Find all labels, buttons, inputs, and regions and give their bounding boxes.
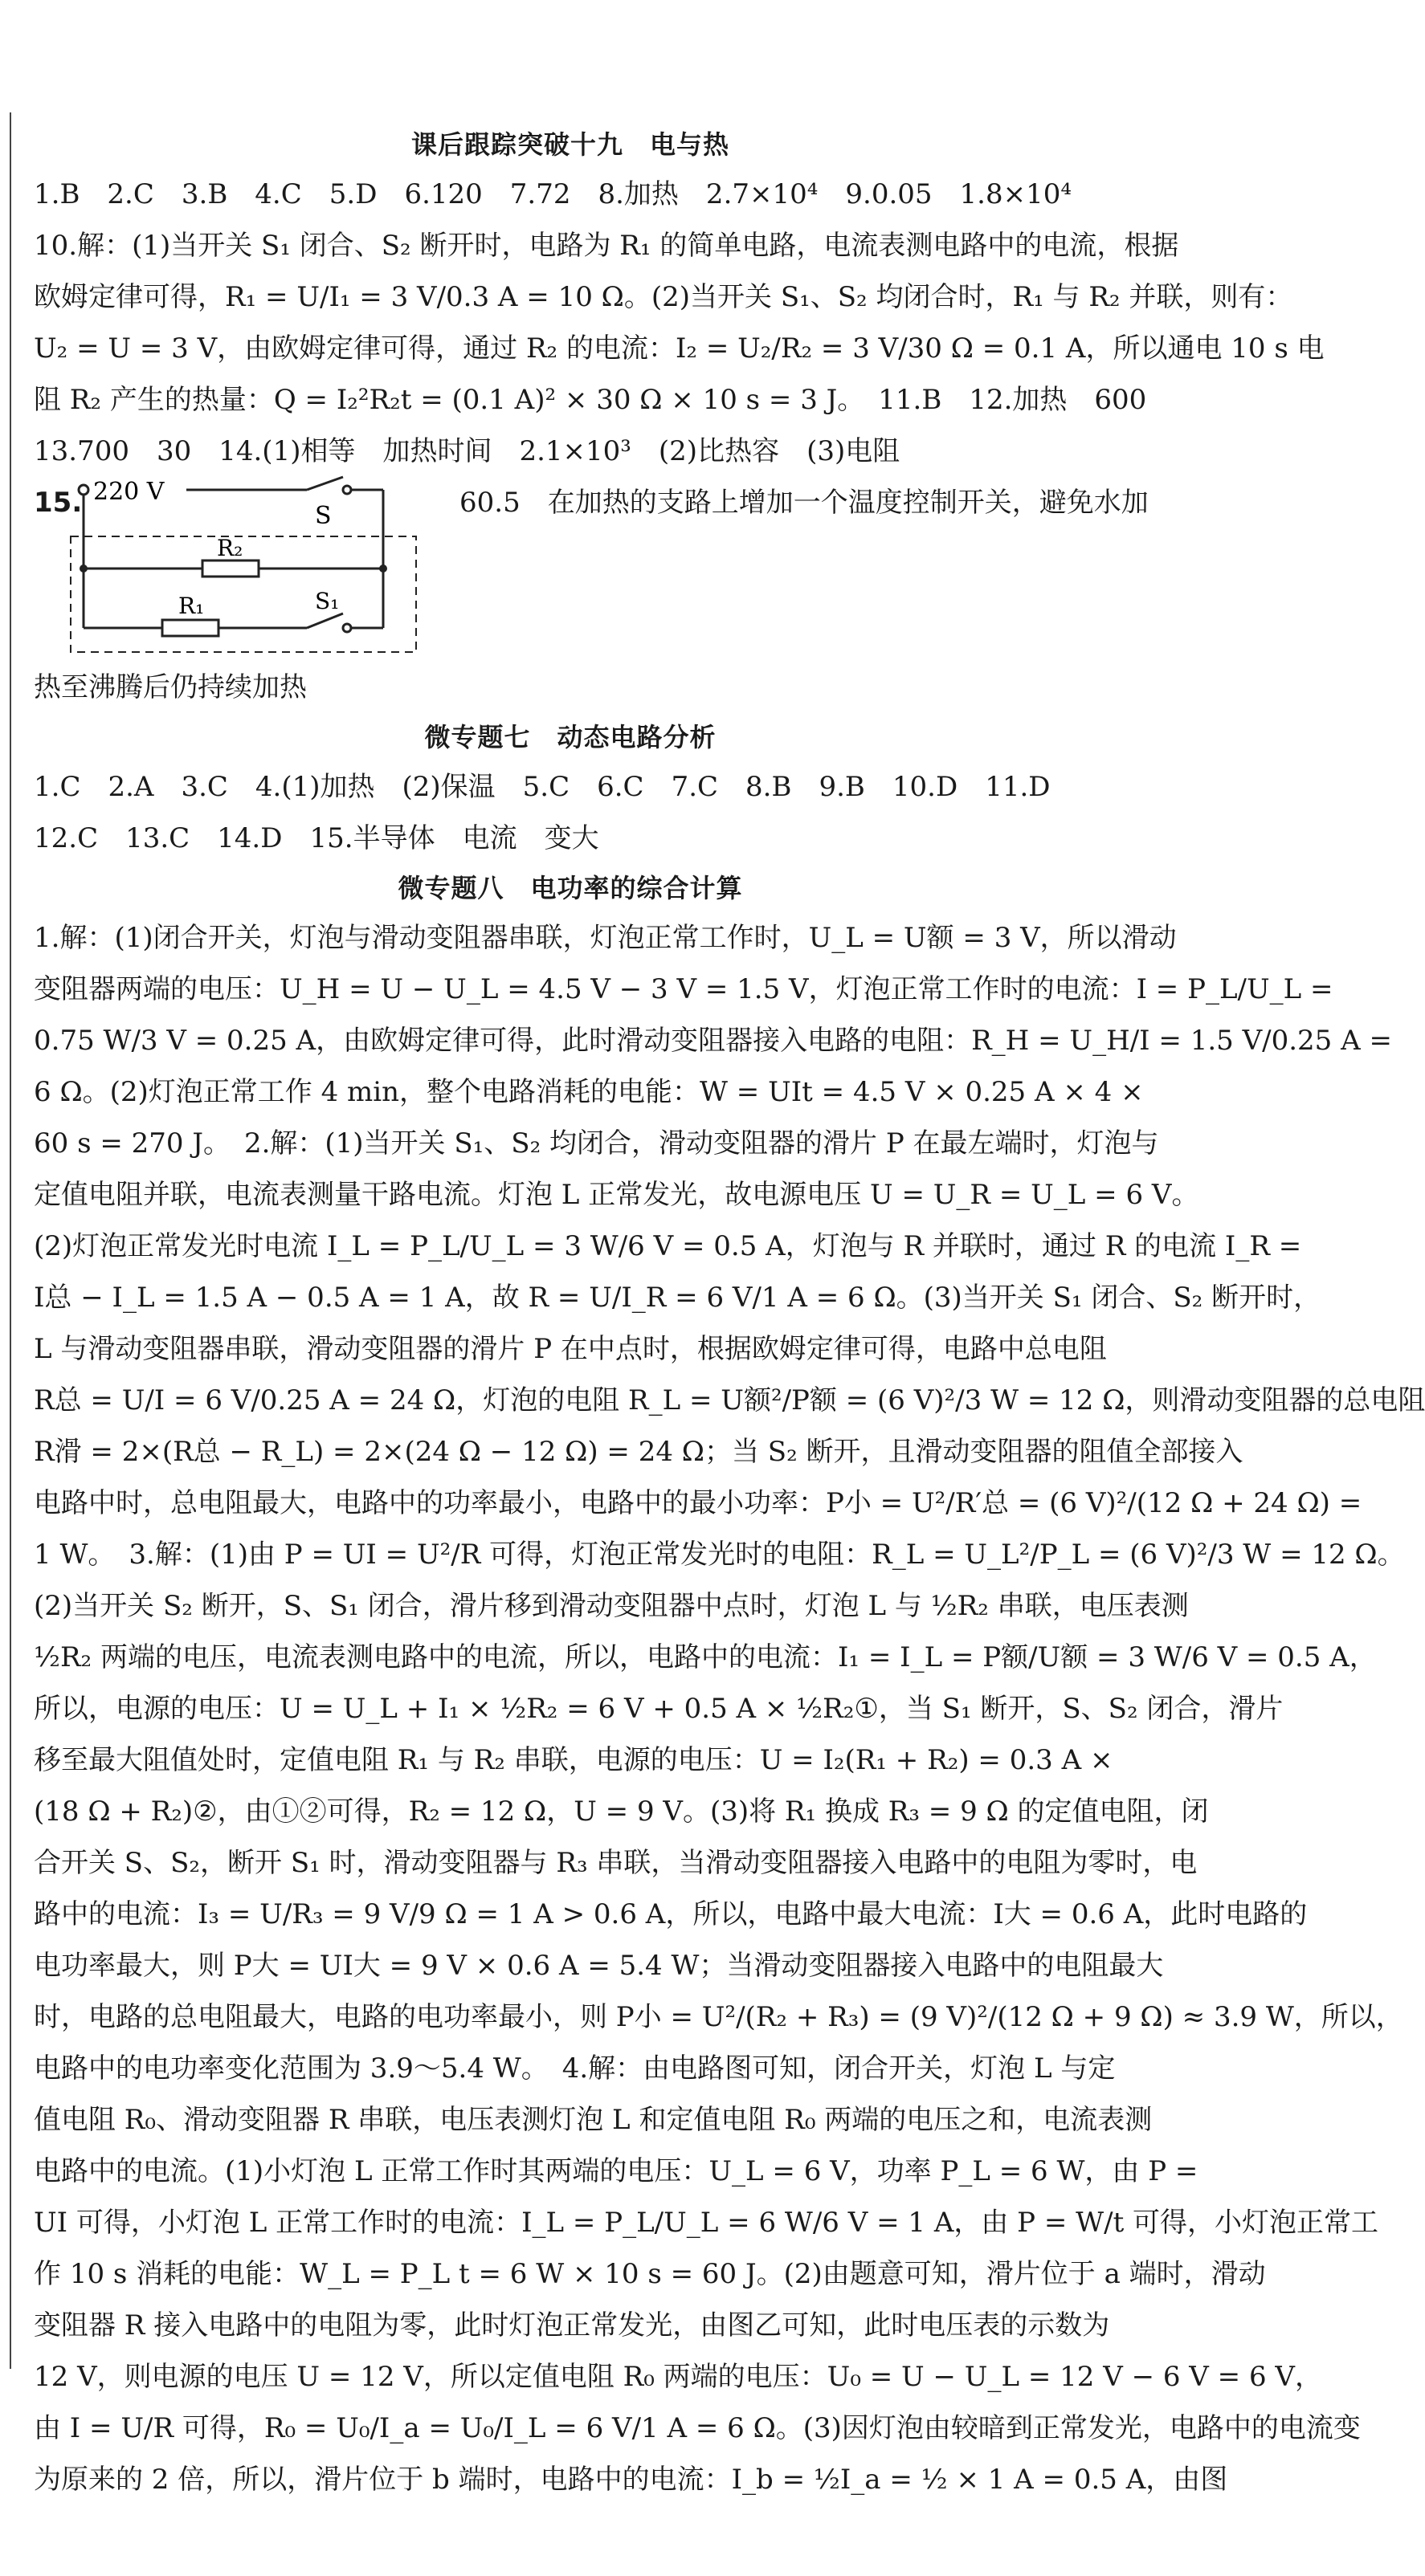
answer-line: ½R₂ 两端的电压，电流表测电路中的电流，所以，电路中的电流：I₁ = I_L = P额/U额 = 3 W/6 V = 0.5 A， bbox=[34, 1641, 1377, 1673]
answer-line: 定值电阻并联，电流表测量干路电流。灯泡 L 正常发光，故电源电压 U = U_R = U_L = 6 V。 bbox=[34, 1179, 1199, 1211]
answer-line: 1.C 2.A 3.C 4.(1)加热 (2)保温 5.C 6.C 7.C 8.B 9.B 10.D 11.D bbox=[34, 771, 1051, 803]
answer-line: R总 = U/I = 6 V/0.25 A = 24 Ω，灯泡的电阻 R_L = U额²/P额 = (6 V)²/3 W = 12 Ω，则滑动变阻器的总电阻 bbox=[34, 1384, 1425, 1416]
answer-line: 值电阻 R₀、滑动变阻器 R 串联，电压表测灯泡 L 和定值电阻 R₀ 两端的电压之和，电流表测 bbox=[34, 2104, 1153, 2136]
answer-line: 时，电路的总电阻最大，电路的电功率最小，则 P小 = U²/(R₂ + R₃) = (9 V)²/(12 Ω + 9 Ω) ≈ 3.9 W，所以， bbox=[34, 2001, 1403, 2033]
answer-line: 电功率最大，则 P大 = UI大 = 9 V × 0.6 A = 5.4 W；当滑动变阻器接入电路中的电阻最大 bbox=[34, 1950, 1164, 1982]
answer-line: 60 s = 270 J。 2.解：(1)当开关 S₁、S₂ 均闭合，滑动变阻器的滑片 P 在最左端时，灯泡与 bbox=[34, 1127, 1159, 1160]
answer-line: U₂ = U = 3 V，由欧姆定律可得，通过 R₂ 的电流：I₂ = U₂/R₂ = 3 V/30 Ω = 0.1 A，所以通电 10 s 电 bbox=[34, 332, 1325, 365]
answer-line: 所以，电源的电压：U = U_L + I₁ × ½R₂ = 6 V + 0.5 A × ½R₂①，当 S₁ 断开，S、S₂ 闭合，滑片 bbox=[34, 1693, 1284, 1725]
answer-line: 欧姆定律可得，R₁ = U/I₁ = 3 V/0.3 A = 10 Ω。(2)当开关 S₁、S₂ 均闭合时，R₁ 与 R₂ 并联，则有： bbox=[34, 281, 1293, 313]
answer-line: 1.解：(1)闭合开关，灯泡与滑动变阻器串联，灯泡正常工作时，U_L = U额 = 3 V，所以滑动 bbox=[34, 922, 1177, 954]
answer-line: UI 可得，小灯泡 L 正常工作时的电流：I_L = P_L/U_L = 6 W/6 V = 1 A，由 P = W/t 可得，小灯泡正常工 bbox=[34, 2207, 1379, 2239]
answer-line: (2)当开关 S₂ 断开，S、S₁ 闭合，滑片移到滑动变阻器中点时，灯泡 L 与 ½R₂ 串联，电压表测 bbox=[34, 1590, 1189, 1622]
answer-line: 13.700 30 14.(1)相等 加热时间 2.1×10³ (2)比热容 (3)电阻 bbox=[34, 435, 900, 467]
supply-terminal bbox=[79, 485, 88, 495]
answer-line: 电路中时，总电阻最大，电路中的功率最小，电路中的最小功率：P小 = U²/R′总 = (6 V)²/(12 Ω + 24 Ω) = bbox=[34, 1487, 1362, 1519]
question-number: 15. bbox=[34, 487, 83, 519]
answer-line: 0.75 W/3 V = 0.25 A，由欧姆定律可得，此时滑动变阻器接入电路的电阻：R_H = U_H/I = 1.5 V/0.25 A = bbox=[34, 1025, 1392, 1057]
switch-s1-label: S₁ bbox=[315, 588, 340, 614]
page-content bbox=[34, 120, 1425, 2505]
section-title-19: 课后跟踪突破十九 电与热 bbox=[410, 129, 729, 160]
section-title-micro8: 微专题八 电功率的综合计算 bbox=[398, 873, 743, 903]
answer-line: 合开关 S、S₂，断开 S₁ 时，滑动变阻器与 R₃ 串联，当滑动变阻器接入电路中的电阻为零时，电 bbox=[34, 1847, 1198, 1879]
answer-line: 1 W。 3.解：(1)由 P = UI = U²/R 可得，灯泡正常发光时的电阻：R_L = U_L²/P_L = (6 V)²/3 W = 12 Ω。 bbox=[34, 1539, 1405, 1571]
answer-line: 12 V，则电源的电压 U = 12 V，所以定值电阻 R₀ 两端的电压：U₀ = U − U_L = 12 V − 6 V = 6 V， bbox=[34, 2361, 1322, 2393]
answer-line: 移至最大阻值处时，定值电阻 R₁ 与 R₂ 串联，电源的电压：U = I₂(R₁ + R₂) = 0.3 A × bbox=[34, 1744, 1113, 1776]
supply-voltage-label: 220 V bbox=[93, 478, 165, 506]
circuit-diagram bbox=[66, 477, 427, 654]
section-title-micro7: 微专题七 动态电路分析 bbox=[424, 722, 717, 752]
dashed-enclosure bbox=[71, 536, 416, 652]
answer-line: 电路中的电功率变化范围为 3.9～5.4 W。 4.解：由电路图可知，闭合开关，灯泡 L 与定 bbox=[34, 2052, 1116, 2085]
answer-line: 变阻器 R 接入电路中的电阻为零，此时灯泡正常发光，由图乙可知，此时电压表的示数为 bbox=[34, 2309, 1110, 2342]
switch-s-label: S bbox=[315, 502, 332, 530]
answer-line: I总 − I_L = 1.5 A − 0.5 A = 1 A，故 R = U/I_R = 6 V/1 A = 6 Ω。(3)当开关 S₁ 闭合、S₂ 断开时， bbox=[34, 1282, 1321, 1314]
switch-s-blade bbox=[307, 477, 343, 490]
switch-s-contact bbox=[343, 486, 351, 494]
answer-line: 热至沸腾后仍持续加热 bbox=[34, 671, 307, 703]
answer-line: 阻 R₂ 产生的热量：Q = I₂²R₂t = (0.1 A)² × 30 Ω × 10 s = 3 J。 11.B 12.加热 600 bbox=[34, 384, 1147, 416]
answer-line: 为原来的 2 倍，所以，滑片位于 b 端时，电路中的电流：I_b = ½I_a = ½ × 1 A = 0.5 A，由图 bbox=[34, 2464, 1228, 2496]
resistor-r1-label: R₁ bbox=[178, 593, 205, 619]
answer-line: 路中的电流：I₃ = U/R₃ = 9 V/9 Ω = 1 A > 0.6 A，所以，电路中最大电流：I大 = 0.6 A，此时电路的 bbox=[34, 1898, 1308, 1930]
answer-line: 12.C 13.C 14.D 15.半导体 电流 变大 bbox=[34, 822, 599, 854]
answer-line: 作 10 s 消耗的电能：W_L = P_L t = 6 W × 10 s = 60 J。(2)由题意可知，滑片位于 a 端时，滑动 bbox=[34, 2258, 1266, 2290]
resistor-r2 bbox=[202, 560, 259, 577]
column-rule bbox=[10, 112, 11, 2369]
answer-line: 变阻器两端的电压：U_H = U − U_L = 4.5 V − 3 V = 1.5 V，灯泡正常工作时的电流：I = P_L/U_L = bbox=[34, 973, 1333, 1005]
question-15-answer: 60.5 在加热的支路上增加一个温度控制开关，避免水加 bbox=[459, 487, 1149, 519]
answer-line: 6 Ω。(2)灯泡正常工作 4 min，整个电路消耗的电能：W = UIt = 4.5 V × 0.25 A × 4 × bbox=[34, 1076, 1144, 1108]
answer-line: 由 I = U/R 可得，R₀ = U₀/I_a = U₀/I_L = 6 V/1 A = 6 Ω。(3)因灯泡由较暗到正常发光，电路中的电流变 bbox=[34, 2412, 1361, 2444]
question-15-row bbox=[34, 477, 1149, 662]
answer-line: R滑 = 2×(R总 − R_L) = 2×(24 Ω − 12 Ω) = 24 Ω；当 S₂ 断开，且滑动变阻器的阻值全部接入 bbox=[34, 1436, 1243, 1468]
answer-line: 10.解：(1)当开关 S₁ 闭合、S₂ 断开时，电路为 R₁ 的简单电路，电流表测电路中的电流，根据 bbox=[34, 230, 1179, 262]
switch-s1-contact bbox=[343, 624, 351, 632]
switch-s1-blade bbox=[307, 613, 343, 628]
answer-line: 电路中的电流。(1)小灯泡 L 正常工作时其两端的电压：U_L = 6 V，功率 P_L = 6 W，由 P = bbox=[34, 2155, 1198, 2187]
resistor-r2-label: R₂ bbox=[217, 535, 243, 561]
answer-line: 1.B 2.C 3.B 4.C 5.D 6.120 7.72 8.加热 2.7×10⁴ 9.0.05 1.8×10⁴ bbox=[34, 178, 1072, 210]
resistor-r1 bbox=[162, 620, 218, 636]
answer-line: (18 Ω + R₂)②，由①②可得，R₂ = 12 Ω，U = 9 V。(3)将 R₁ 换成 R₃ = 9 Ω 的定值电阻，闭 bbox=[34, 1795, 1209, 1828]
answer-line: L 与滑动变阻器串联，滑动变阻器的滑片 P 在中点时，根据欧姆定律可得，电路中总电阻 bbox=[34, 1333, 1107, 1365]
answer-line: (2)灯泡正常发光时电流 I_L = P_L/U_L = 3 W/6 V = 0.5 A，灯泡与 R 并联时，通过 R 的电流 I_R = bbox=[34, 1230, 1302, 1262]
